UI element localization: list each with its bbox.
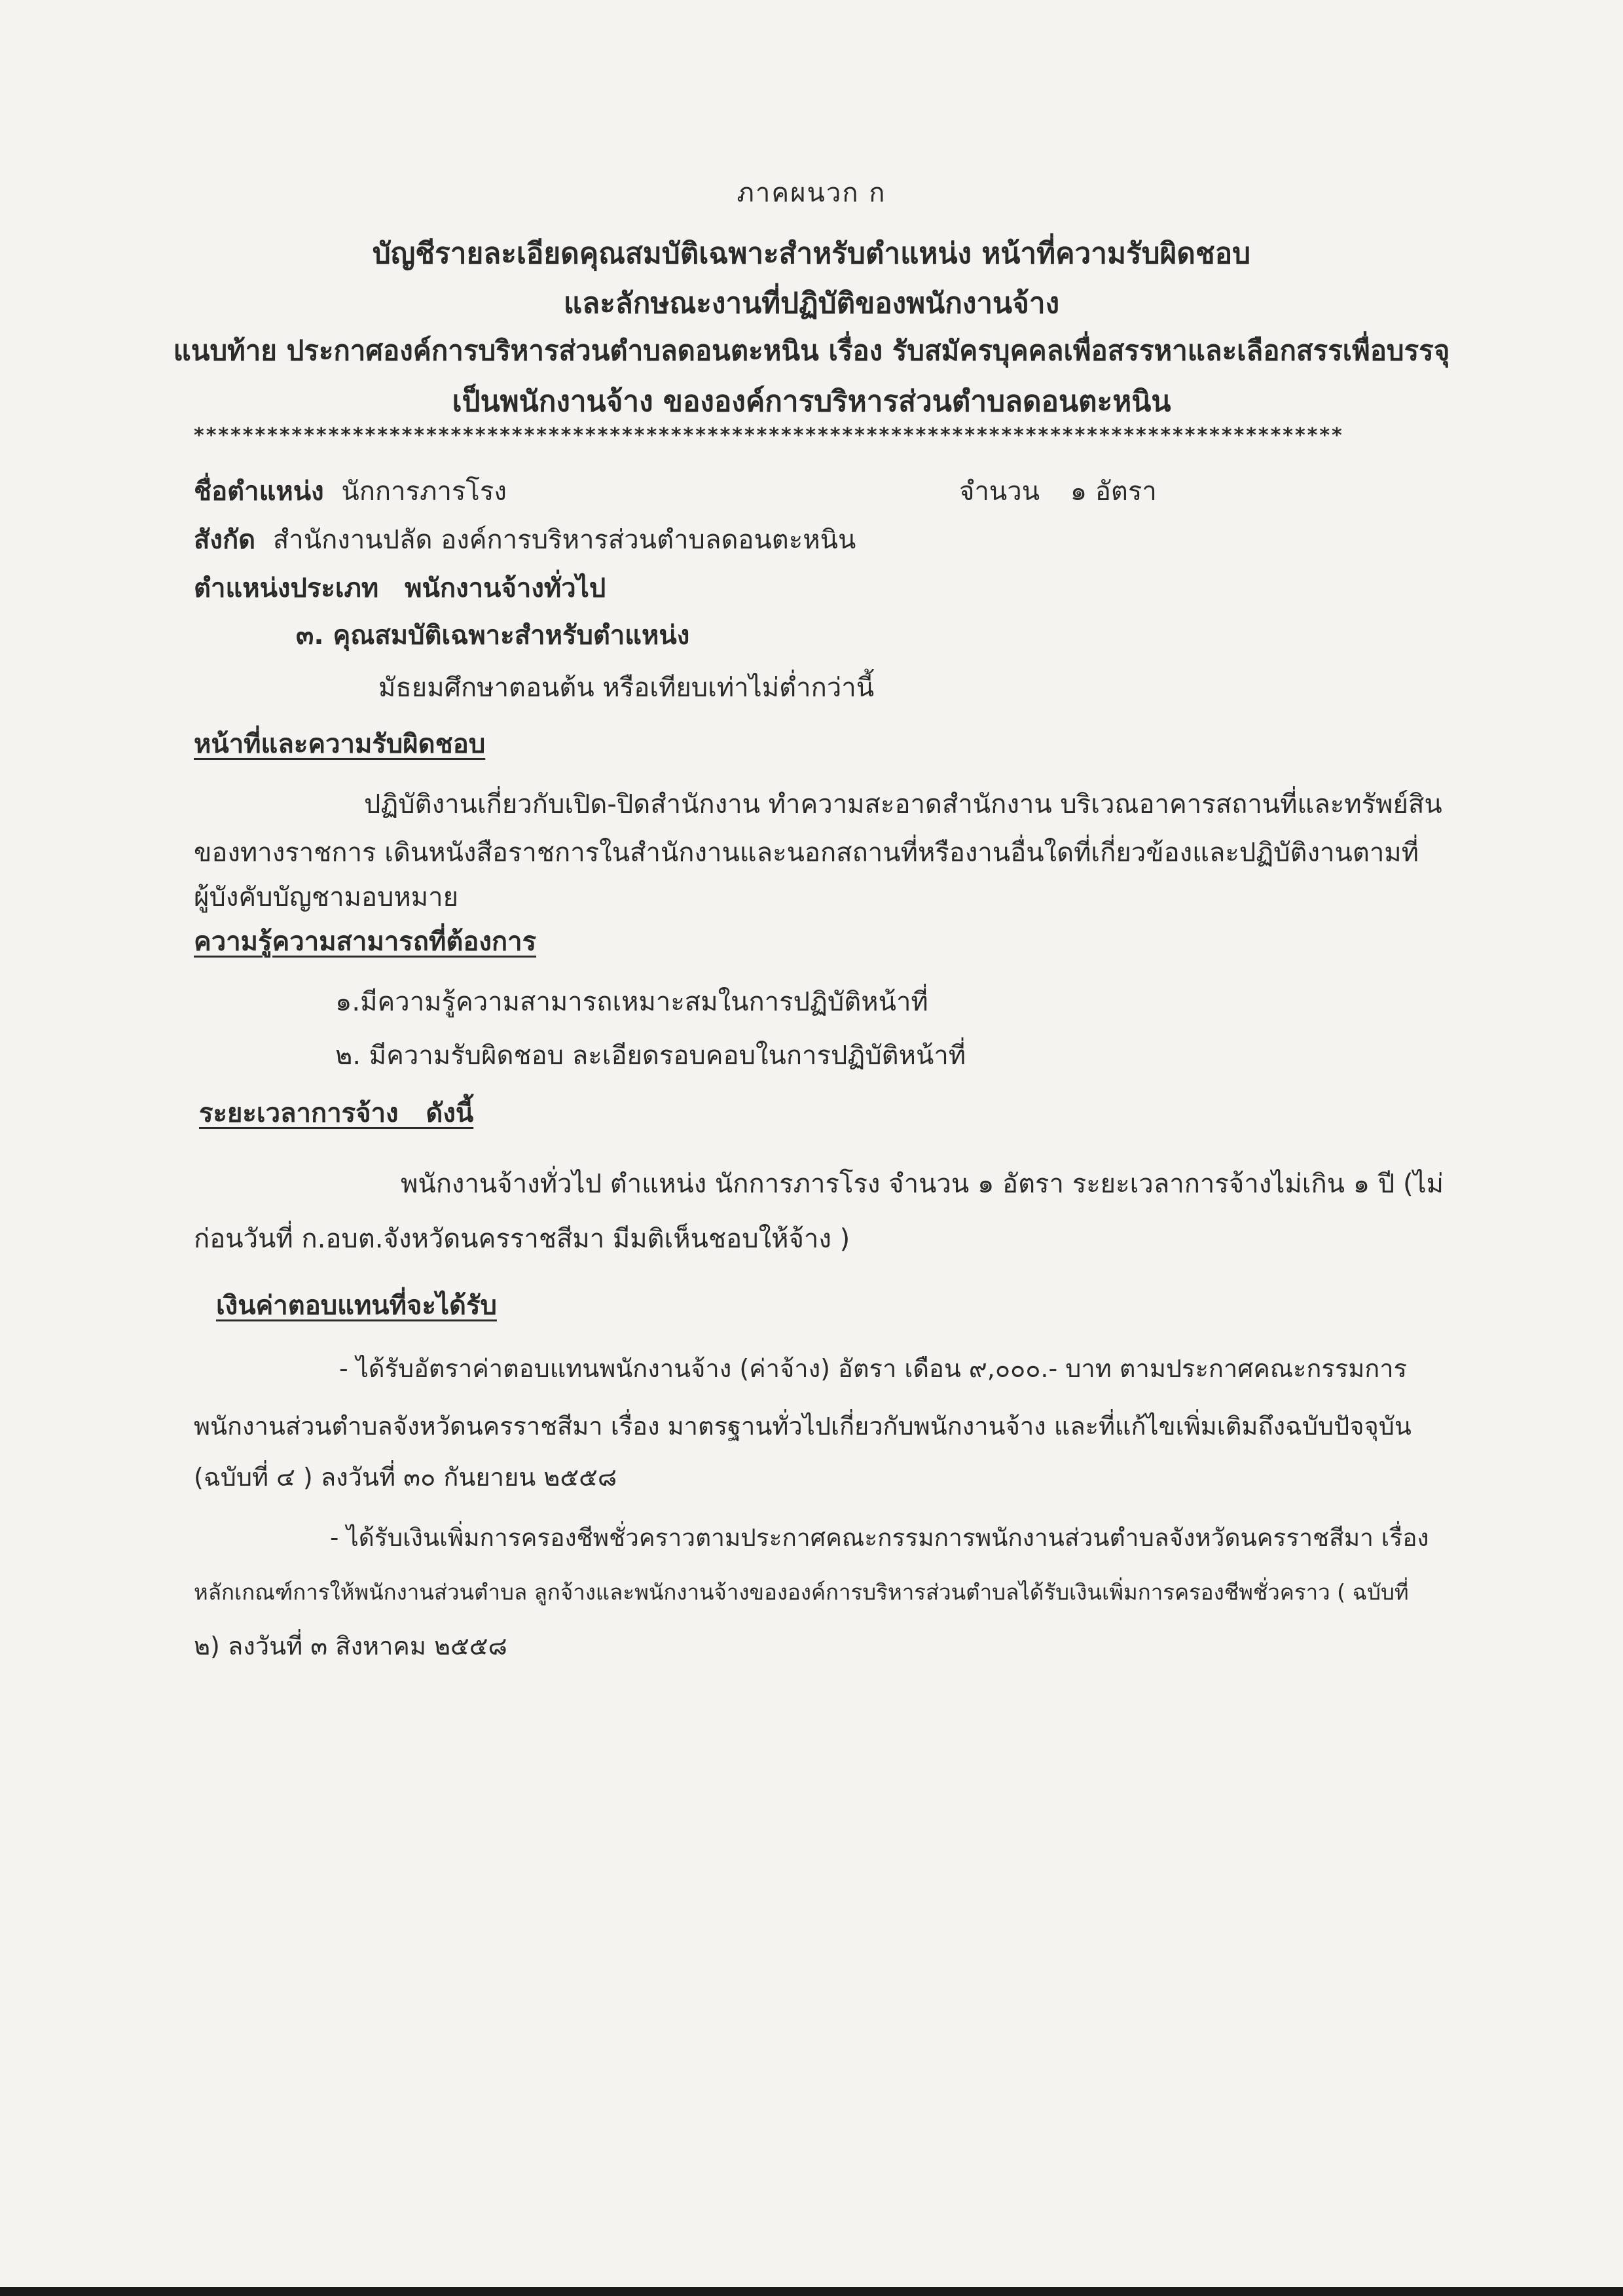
position-count-value: ๑ อัตรา (1070, 476, 1157, 507)
position-name-row (194, 470, 507, 512)
duties-line-3: ผู้บังคับบัญชามอบหมาย (194, 882, 459, 912)
qualification-text: มัธยมศึกษาตอนต้น หรือเทียบเท่าไม่ต่ำกว่านี้ (378, 673, 875, 703)
affiliation-label: สังกัด (194, 525, 256, 555)
title-line-2: และลักษณะงานที่ปฏิบัติของพนักงานจ้าง (563, 287, 1060, 320)
title-line-1: บัญชีรายละเอียดคุณสมบัติเฉพาะสำหรับตำแหน่ง หน้าที่ความรับผิดชอบ (372, 237, 1251, 270)
position-type-row (194, 567, 606, 609)
title-line-4: เป็นพนักงานจ้าง ขององค์การบริหารส่วนตำบลดอนตะหนิน (452, 385, 1171, 418)
compensation-p1-line-3: (ฉบับที่ ๔ ) ลงวันที่ ๓๐ กันยายน ๒๕๕๘ (194, 1463, 617, 1492)
affiliation-row (194, 518, 856, 560)
compensation-p2-line-1: - ได้รับเงินเพิ่มการครองชีพชั่วคราวตามประกาศคณะกรรมการพนักงานส่วนตำบลจังหวัดนครราชสีมา เรื่อง (330, 1524, 1429, 1552)
knowledge-heading: ความรู้ความสามารถที่ต้องการ (194, 927, 537, 957)
asterisk-divider: ********************************************************************************************** (194, 424, 1344, 447)
compensation-p1-line-1: - ได้รับอัตราค่าตอบแทนพนักงานจ้าง (ค่าจ้าง) อัตรา เดือน ๙,๐๐๐.- บาท ตามประกาศคณะกรรมการ (339, 1354, 1408, 1383)
employment-line-2: ก่อนวันที่ ก.อบต.จังหวัดนครราชสีมา มีมติเห็นชอบให้จ้าง ) (194, 1224, 850, 1254)
compensation-p2-line-2: หลักเกณฑ์การให้พนักงานส่วนตำบล ลูกจ้างและพนักงานจ้างขององค์การบริหารส่วนตำบลได้รับเงินเพิ่มการครองชีพชั่วคราว ( ฉบับที่ (194, 1579, 1409, 1605)
duties-heading: หน้าที่และความรับผิดชอบ (194, 729, 486, 759)
position-type-label: ตำแหน่งประเภท (194, 573, 379, 603)
compensation-p2-line-3: ๒) ลงวันที่ ๓ สิงหาคม ๒๕๕๘ (194, 1632, 507, 1660)
qualification-heading: ๓. คุณสมบัติเฉพาะสำหรับตำแหน่ง (296, 620, 690, 651)
annex-label: ภาคผนวก ก (737, 178, 886, 208)
employment-heading: ระยะเวลาการจ้าง ดังนี้ (199, 1098, 474, 1128)
position-count-row (959, 470, 1157, 512)
affiliation-value: สำนักงานปลัด องค์การบริหารส่วนตำบลดอนตะหนิน (272, 525, 856, 555)
scan-bottom-edge (0, 2287, 1623, 2296)
position-name-label: ชื่อตำแหน่ง (194, 476, 324, 507)
knowledge-item-2: ๒. มีความรับผิดชอบ ละเอียดรอบคอบในการปฏิบัติหน้าที่ (335, 1041, 966, 1071)
knowledge-item-1: ๑.มีความรู้ความสามารถเหมาะสมในการปฏิบัติหน้าที่ (335, 987, 928, 1017)
employment-line-1: พนักงานจ้างทั่วไป ตำแหน่ง นักการภารโรง จำนวน ๑ อัตรา ระยะเวลาการจ้างไม่เกิน ๑ ปี (ไม่ (401, 1169, 1444, 1199)
title-line-3: แนบท้าย ประกาศองค์การบริหารส่วนตำบลดอนตะหนิน เรื่อง รับสมัครบุคคลเพื่อสรรหาและเลือกสรรเพื่อบรรจุ (173, 334, 1450, 367)
duties-line-2: ของทางราชการ เดินหนังสือราชการในสำนักงานและนอกสถานที่หรืองานอื่นใดที่เกี่ยวข้องและปฏิบัติงานตามที่ (194, 838, 1419, 868)
compensation-p1-line-2: พนักงานส่วนตำบลจังหวัดนครราชสีมา เรื่อง มาตรฐานทั่วไปเกี่ยวกับพนักงานจ้าง และที่แก้ไขเพิ่มเติมถึงฉบับปัจจุบัน (194, 1412, 1412, 1441)
position-count-label: จำนวน (959, 476, 1040, 507)
compensation-heading: เงินค่าตอบแทนที่จะได้รับ (216, 1291, 497, 1321)
position-name-value: นักการภารโรง (341, 476, 507, 507)
duties-line-1: ปฏิบัติงานเกี่ยวกับเปิด-ปิดสำนักงาน ทำความสะอาดสำนักงาน บริเวณอาคารสถานที่และทรัพย์สิน (364, 789, 1442, 819)
position-type-value: พนักงานจ้างทั่วไป (405, 573, 606, 603)
